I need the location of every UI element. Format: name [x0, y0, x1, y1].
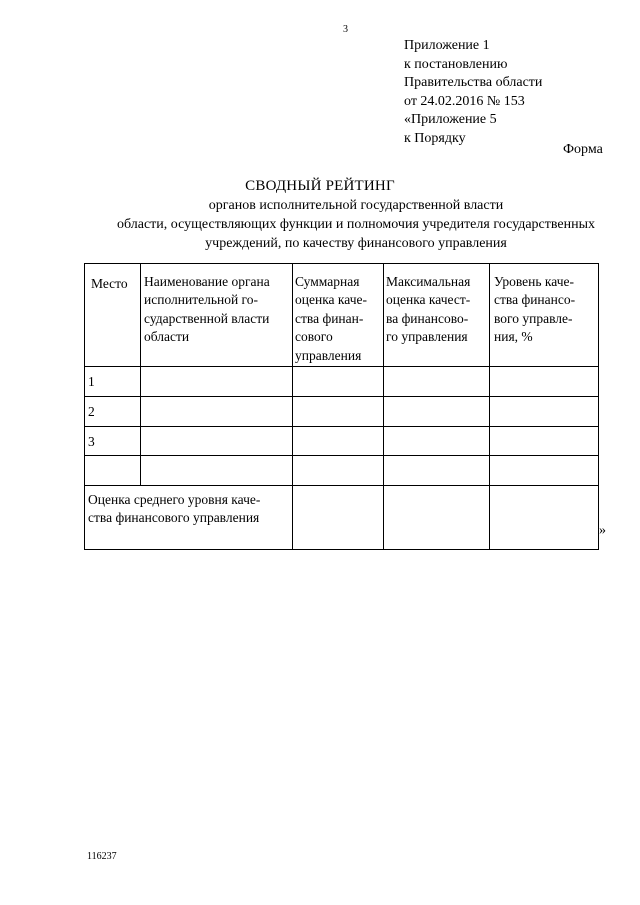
row-place-number: 1	[88, 374, 95, 389]
subtitle-line: области, осуществляющих функции и полномочия учредителя государственных	[116, 217, 596, 232]
summary-label: Оценка среднего уровня каче- ства финансового управления	[88, 492, 261, 526]
header-organ-name: Наименование органа исполнительной го- сударственной власти области	[144, 274, 270, 345]
table-row-divider	[84, 455, 599, 456]
table-row-divider	[84, 366, 599, 367]
form-label: Форма	[563, 142, 603, 157]
document-subtitle	[76, 196, 636, 253]
table-row-divider	[84, 426, 599, 427]
header-place: Место	[91, 276, 128, 291]
table-col-divider	[489, 263, 490, 550]
header-total-score: Суммарная оценка каче- ства финан- сового управления	[295, 274, 367, 363]
header-quality-level: Уровень каче- ства финансо- вого управле- ния, %	[494, 274, 576, 345]
page-number: 3	[343, 24, 348, 35]
table-col-divider	[140, 263, 141, 485]
appendix-line: Правительства области	[404, 75, 543, 91]
table-row-divider	[84, 396, 599, 397]
closing-quote: »	[599, 523, 606, 538]
subtitle-line: учреждений, по качеству финансового управления	[205, 236, 507, 251]
row-place-number: 2	[88, 404, 95, 419]
rating-table	[84, 263, 599, 550]
table-border-left	[84, 263, 85, 550]
appendix-block	[404, 37, 542, 149]
subtitle-line: органов исполнительной государственной власти	[208, 198, 504, 213]
appendix-line: от 24.02.2016 № 153	[404, 93, 525, 109]
table-border-bottom	[84, 549, 599, 550]
header-max-score: Максимальная оценка качест- ва финансово- го управления	[386, 274, 471, 345]
appendix-line: «Приложение 5	[404, 112, 497, 128]
row-place-number: 3	[88, 434, 95, 449]
appendix-line: к Порядку	[404, 130, 466, 146]
table-col-divider	[383, 263, 384, 550]
table-border-top	[84, 263, 599, 264]
table-col-divider	[292, 263, 293, 550]
document-title: СВОДНЫЙ РЕЙТИНГ	[245, 178, 395, 194]
appendix-line: Приложение 1	[404, 38, 490, 53]
table-row-divider	[84, 485, 599, 486]
appendix-line: к постановлению	[404, 56, 508, 72]
table-border-right	[598, 263, 599, 550]
footer-code: 116237	[87, 851, 117, 862]
